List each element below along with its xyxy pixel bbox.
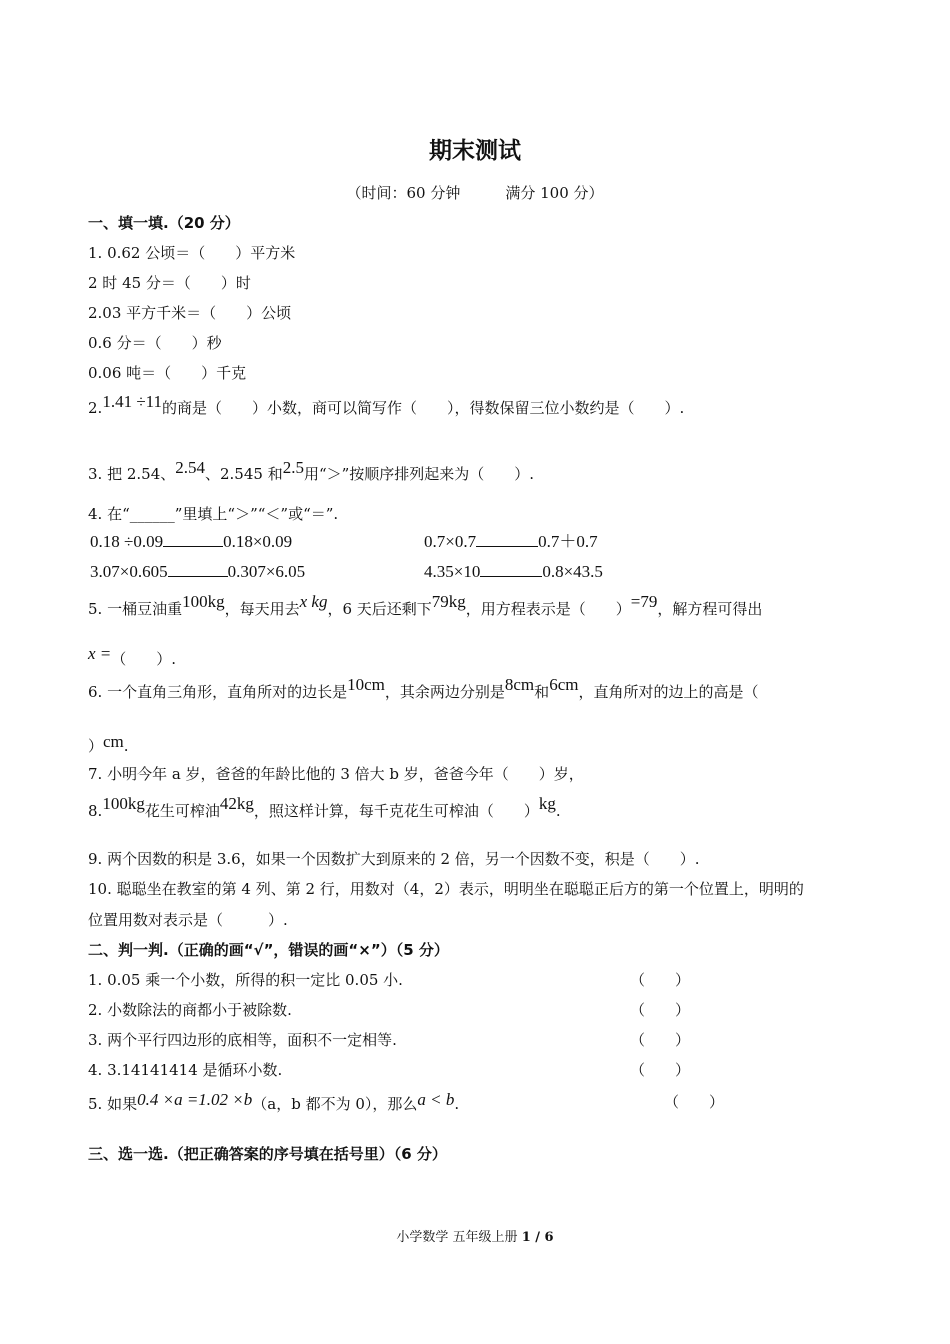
q9: 9. 两个因数的积是 3.6，如果一个因数扩大到原来的 2 倍，另一个因数不变，积是（ ）.: [88, 850, 700, 868]
q4-instructions: 4. 在“______”里填上“＞”“＜”或“＝”.: [88, 505, 339, 523]
q5-line1: 5. 一桶豆油重100kg，每天用去x kg，6 天后还剩下79kg，用方程表示是（ ）=79，解方程可得出: [88, 592, 763, 618]
page-number: 1 / 6: [521, 1230, 554, 1245]
judge-item-2: 2. 小数除法的商都小于被除数.: [88, 1001, 292, 1019]
q10-line2: 位置用数对表示是（ ）.: [88, 911, 288, 929]
judge-item-5: 5. 如果0.4 ×a =1.02 ×b（a，b 都不为 0），那么a < b.: [88, 1090, 460, 1113]
q4-blank[interactable]: [168, 576, 228, 577]
q4-blank[interactable]: [476, 546, 538, 547]
q7: 7. 小明今年 a 岁，爸爸的年龄比他的 3 倍大 b 岁，爸爸今年（ ）岁，: [88, 765, 584, 783]
q3-text: 用“＞”按顺序排列起来为（ ）.: [303, 465, 535, 483]
q1-line4: 0.6 分＝（ ）秒: [88, 334, 222, 352]
page-title: 期末测试: [429, 138, 521, 164]
q1-line2: 2 时 45 分＝（ ）时: [88, 274, 251, 292]
judge-answer-paren[interactable]: （ ）: [630, 1031, 691, 1049]
q1-line3: 2.03 平方千米＝（ ）公顷: [88, 304, 292, 322]
q4-blank[interactable]: [480, 576, 542, 577]
q5-line2: x =（ ）.: [88, 644, 177, 668]
judge-answer-paren[interactable]: （ ）: [630, 1061, 691, 1079]
q4-compare-2: 0.7×0.7 0.7＋0.7: [424, 532, 598, 551]
q3: [88, 458, 535, 483]
judge-answer-paren[interactable]: （ ）: [664, 1093, 725, 1111]
q2-text: 的商是（ ）小数，商可以简写作（ ），得数保留三位小数约是（ ）.: [162, 399, 685, 417]
q1-line1: 1. 0.62 公顷＝（ ）平方米: [88, 244, 296, 262]
judge-answer-paren[interactable]: （ ）: [630, 971, 691, 989]
q4-compare-1: 0.18 ÷0.09 0.18×0.09: [90, 532, 293, 551]
q1-line5: 0.06 吨＝（ ）千克: [88, 364, 247, 382]
q4-compare-3: 3.07×0.605 0.307×6.05: [90, 562, 306, 581]
q6-line2: ）cm.: [88, 732, 129, 755]
judge-answer-paren[interactable]: （ ）: [630, 1001, 691, 1019]
judge-item-3: 3. 两个平行四边形的底相等，面积不一定相等.: [88, 1031, 397, 1049]
q2: [88, 392, 685, 417]
q4-compare-4: 4.35×10 0.8×43.5: [424, 562, 603, 581]
footer-text: 小学数学 五年级上册: [396, 1230, 522, 1245]
q4-blank[interactable]: [163, 546, 223, 547]
q3-math2: 2.5: [282, 458, 304, 477]
q3-mid: 、2.545 和: [205, 465, 283, 483]
judge-item-1: 1. 0.05 乘一个小数，所得的积一定比 0.05 小.: [88, 971, 403, 989]
q3-math1: 2.54: [175, 458, 205, 477]
judge-item-4: 4. 3.14141414 是循环小数.: [88, 1061, 283, 1079]
q2-prefix: 2.: [88, 399, 103, 417]
page-footer: [0, 1231, 950, 1244]
q3-prefix: 3. 把 2.54、: [88, 465, 176, 483]
q2-math: 1.41 ÷11: [102, 392, 163, 411]
section1-heading: 一、填一填.（20 分）: [88, 214, 240, 232]
q8: 8.100kg花生可榨油42kg，照这样计算，每千克花生可榨油（ ）kg.: [88, 794, 561, 820]
q6-line1: 6. 一个直角三角形，直角所对的边长是10cm，其余两边分别是8cm和6cm，直角所对的边上的高是（: [88, 675, 759, 701]
q10-line1: 10. 聪聪坐在教室的第 4 列、第 2 行，用数对（4，2）表示，明明坐在聪聪正后方的第一个位置上，明明的: [88, 880, 804, 898]
section2-heading: 二、判一判.（正确的画“√”，错误的画“×”）（5 分）: [88, 941, 449, 959]
exam-info: （时间：60 分钟 满分 100 分）: [346, 184, 604, 202]
section3-heading: 三、选一选.（把正确答案的序号填在括号里）（6 分）: [88, 1145, 447, 1163]
